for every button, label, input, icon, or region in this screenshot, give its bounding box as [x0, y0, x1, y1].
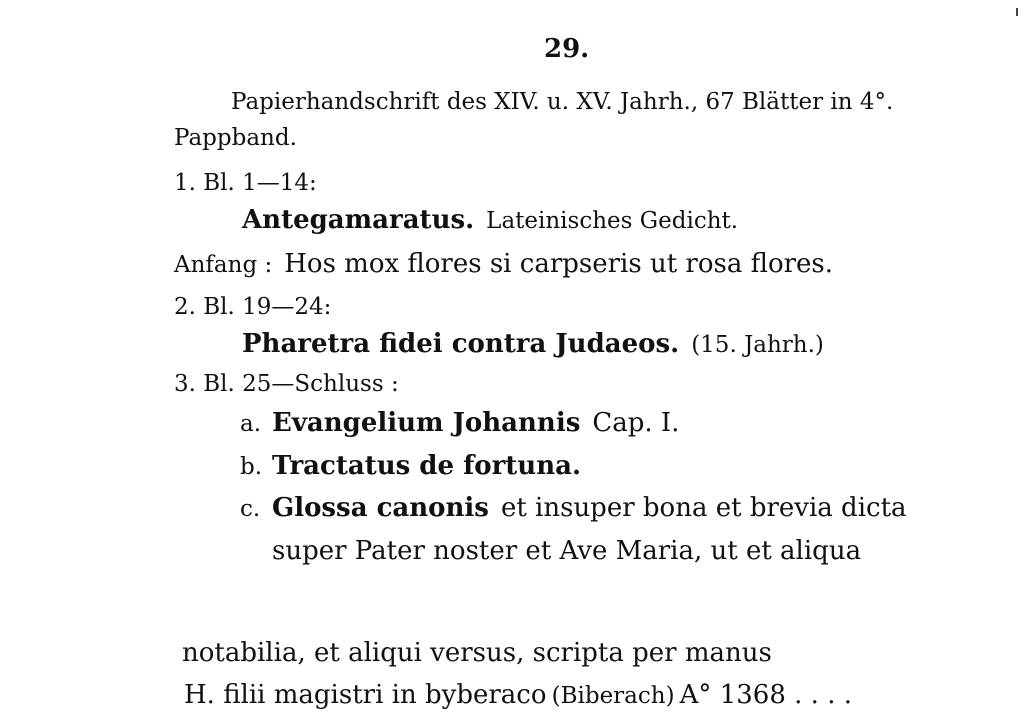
- item-3a-title: Evangelium Johannis: [272, 408, 581, 438]
- item-3c-title: Glossa canonis: [272, 493, 489, 523]
- item-3a-text: Cap. I.: [592, 408, 680, 438]
- continuation-line-1: notabilia, et aliqui versus, scripta per manus: [182, 638, 772, 668]
- item-1-title: Antegamaratus.: [242, 205, 475, 235]
- item-3c-text: et insuper bona et brevia dicta: [500, 493, 907, 523]
- item-3b-title: Tractatus de fortuna.: [272, 451, 582, 481]
- item-3-heading: 3. Bl. 25—Schluss :: [174, 371, 399, 397]
- anfang-label: Anfang :: [174, 252, 273, 278]
- edge-mark: [1016, 8, 1018, 16]
- item-3a-line: [240, 410, 679, 436]
- intro-line-1: Papierhandschrift des XIV. u. XV. Jahrh., 67 Blätter in 4°.: [231, 89, 894, 115]
- item-3c-line-1: [240, 495, 907, 521]
- item-2-heading: 2. Bl. 19—24:: [174, 294, 332, 320]
- item-2-title-line: [242, 331, 824, 357]
- continuation-part-2: (Biberach): [551, 683, 675, 709]
- continuation-part-3: A° 1368 . . . .: [679, 680, 852, 710]
- item-3c-marker: c.: [240, 496, 261, 522]
- continuation-part-1: H. filii magistri in byberaco: [184, 680, 547, 710]
- item-1-description: Lateinisches Gedicht.: [486, 208, 739, 234]
- item-3b-marker: b.: [240, 454, 263, 480]
- item-3b-line: [240, 453, 581, 479]
- item-3a-marker: a.: [240, 411, 262, 437]
- item-2-title: Pharetra fidei contra Judaeos.: [242, 329, 680, 359]
- item-3c-line-2: super Pater noster et Ave Maria, ut et aliqua: [272, 536, 862, 566]
- page-number: 29.: [544, 34, 590, 64]
- item-1-title-line: [242, 207, 738, 233]
- continuation-line-2: [184, 682, 852, 708]
- item-1-heading: 1. Bl. 1—14:: [174, 170, 317, 196]
- item-2-note: (15. Jahrh.): [691, 332, 824, 358]
- item-1-anfang-line: [174, 251, 833, 277]
- anfang-text: Hos mox flores si carpseris ut rosa flores.: [284, 249, 834, 279]
- intro-line-2: Pappband.: [174, 125, 297, 151]
